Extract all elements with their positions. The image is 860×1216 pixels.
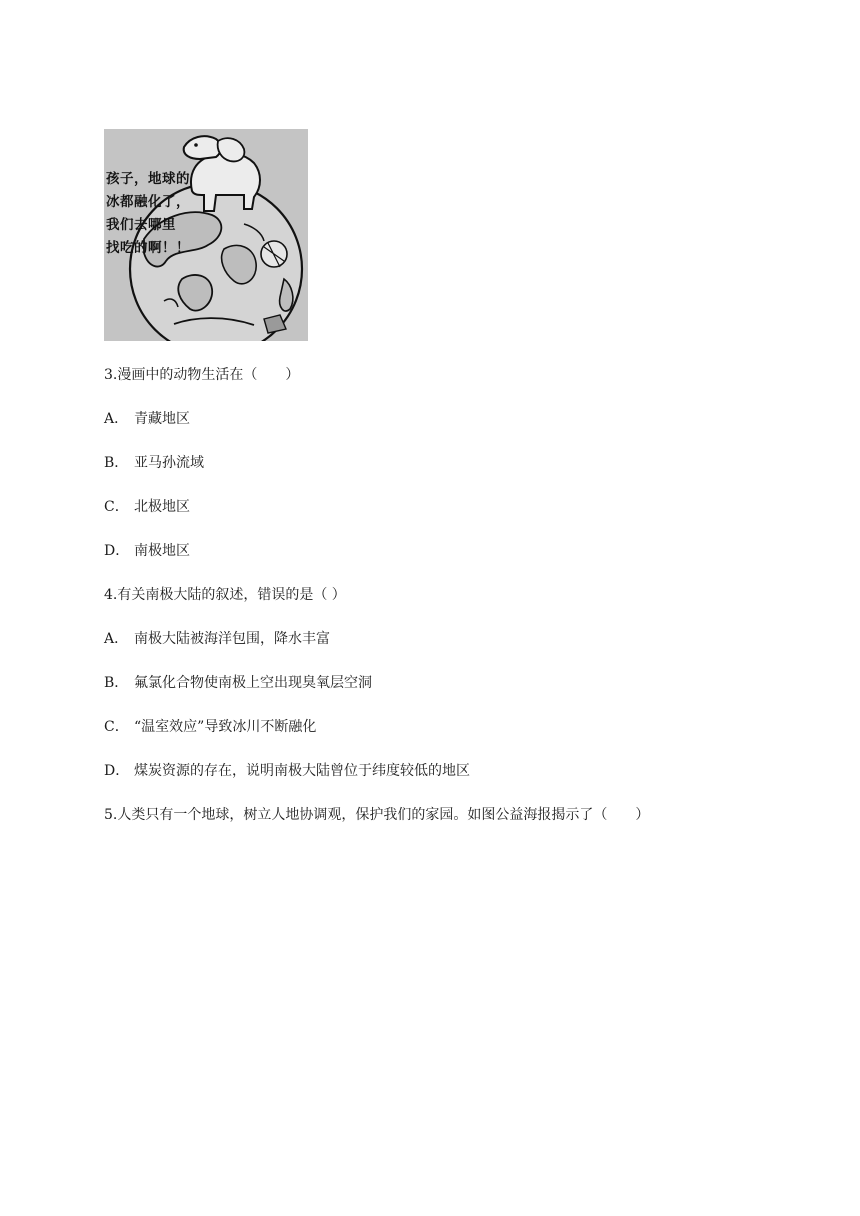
option-letter: C．: [104, 499, 129, 515]
cartoon-caption-line-4: 找吃的啊！！: [106, 240, 190, 256]
question-3-option-b: [104, 454, 204, 472]
question-3-option-c: [104, 498, 190, 516]
option-letter: C．: [104, 719, 129, 735]
question-4-option-c: [104, 718, 316, 736]
option-letter: D．: [104, 763, 130, 779]
option-letter: A．: [104, 631, 129, 647]
option-text: 氟氯化合物使南极上空出现臭氧层空洞: [134, 675, 372, 691]
option-text: 青藏地区: [134, 411, 190, 427]
option-text: 南极大陆被海洋包围，降水丰富: [134, 631, 330, 647]
option-letter: A．: [104, 411, 129, 427]
question-4-option-b: [104, 674, 372, 692]
option-letter: B．: [104, 455, 129, 471]
question-3-option-d: [104, 542, 190, 560]
question-4-option-a: [104, 630, 330, 648]
option-letter: D．: [104, 543, 130, 559]
option-text: 煤炭资源的存在，说明南极大陆曾位于纬度较低的地区: [134, 763, 470, 779]
option-text: 亚马孙流域: [134, 455, 204, 471]
polar-bear-cartoon: [104, 129, 308, 341]
option-text: 北极地区: [134, 499, 190, 515]
cartoon-caption-line-2: 冰都融化了，: [106, 194, 190, 210]
option-text: 南极地区: [134, 543, 190, 559]
cartoon-caption-line-1: 孩子，地球的: [106, 171, 190, 187]
question-4-stem: 4.有关南极大陆的叙述，错误的是（ ）: [104, 587, 346, 603]
cartoon-caption-line-3: 我们去哪里: [106, 217, 176, 233]
option-letter: B．: [104, 675, 129, 691]
question-3-stem: 3.漫画中的动物生活在（ ）: [104, 367, 300, 383]
question-4-option-d: [104, 762, 470, 780]
question-3-option-a: [104, 410, 190, 428]
option-text: “温室效应”导致冰川不断融化: [134, 719, 317, 735]
globe-bear-drawing: [104, 129, 308, 341]
question-5-stem: 5.人类只有一个地球，树立人地协调观，保护我们的家园。如图公益海报揭示了（ ）: [104, 807, 650, 823]
